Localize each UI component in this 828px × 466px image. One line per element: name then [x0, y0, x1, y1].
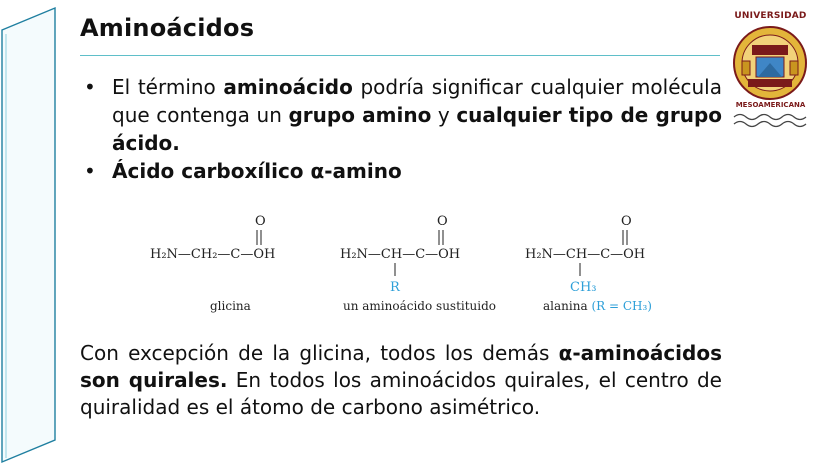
university-seal-icon — [732, 25, 808, 101]
logo-text-mesoamericana: MESOAMERICANA — [735, 101, 806, 109]
logo-text-universidad: UNIVERSIDAD — [734, 11, 807, 21]
bullet-bold-heading: Ácido carboxílico α-amino — [112, 159, 402, 183]
oxygen-label: O — [437, 214, 448, 229]
bullet-text: El término — [112, 75, 224, 99]
structure-glicina — [150, 214, 275, 313]
chirality-paragraph — [80, 340, 722, 421]
substituent-ch3: CH₃ — [570, 280, 597, 295]
formula-generic: H₂N—CH—C—OH — [340, 247, 461, 262]
substituent-r: R — [390, 280, 400, 295]
oxygen-label: O — [255, 214, 266, 229]
bullet-dot: • — [84, 159, 96, 183]
bullet-bold-term: grupo amino — [288, 103, 432, 127]
university-logo — [718, 8, 823, 138]
paragraph-text: Con excepción de la glicina, todos los demás — [80, 341, 559, 365]
bullet-item-carboxylic — [80, 157, 722, 185]
caption-generic: un aminoácido sustituido — [343, 299, 497, 313]
bullet-text: podría significar cualquier molécula que contenga un — [112, 75, 722, 127]
slide-title: Aminoácidos — [80, 14, 255, 42]
bullet-bold-term: cualquier tipo de grupo ácido. — [112, 103, 723, 155]
formula-alanina: H₂N—CH—C—OH — [525, 247, 646, 262]
paragraph-bold-term: α-aminoácidos son quirales. — [80, 341, 722, 392]
paragraph-text: En todos los aminoácidos quirales, el centro de quiralidad es el átomo de carbono asimétrico. — [80, 368, 722, 419]
bullet-list — [80, 73, 722, 185]
caption-alanina: alanina (R = CH₃) — [543, 299, 652, 313]
caption-glicina: glicina — [210, 299, 251, 313]
title-underline — [80, 55, 720, 56]
oxygen-label: O — [621, 214, 632, 229]
amino-acid-structures-figure — [140, 208, 700, 318]
structure-alanina — [525, 214, 652, 313]
formula-glicina: H₂N—CH₂—C—OH — [150, 247, 276, 262]
bullet-item-definition — [80, 73, 722, 157]
bullet-text: y — [431, 103, 457, 127]
bullet-dot: • — [84, 75, 96, 99]
structure-generic — [340, 214, 496, 313]
side-ribbon-decoration — [0, 0, 60, 466]
bullet-bold-term: aminoácido — [223, 75, 353, 99]
logo-waves-icon — [732, 112, 808, 130]
